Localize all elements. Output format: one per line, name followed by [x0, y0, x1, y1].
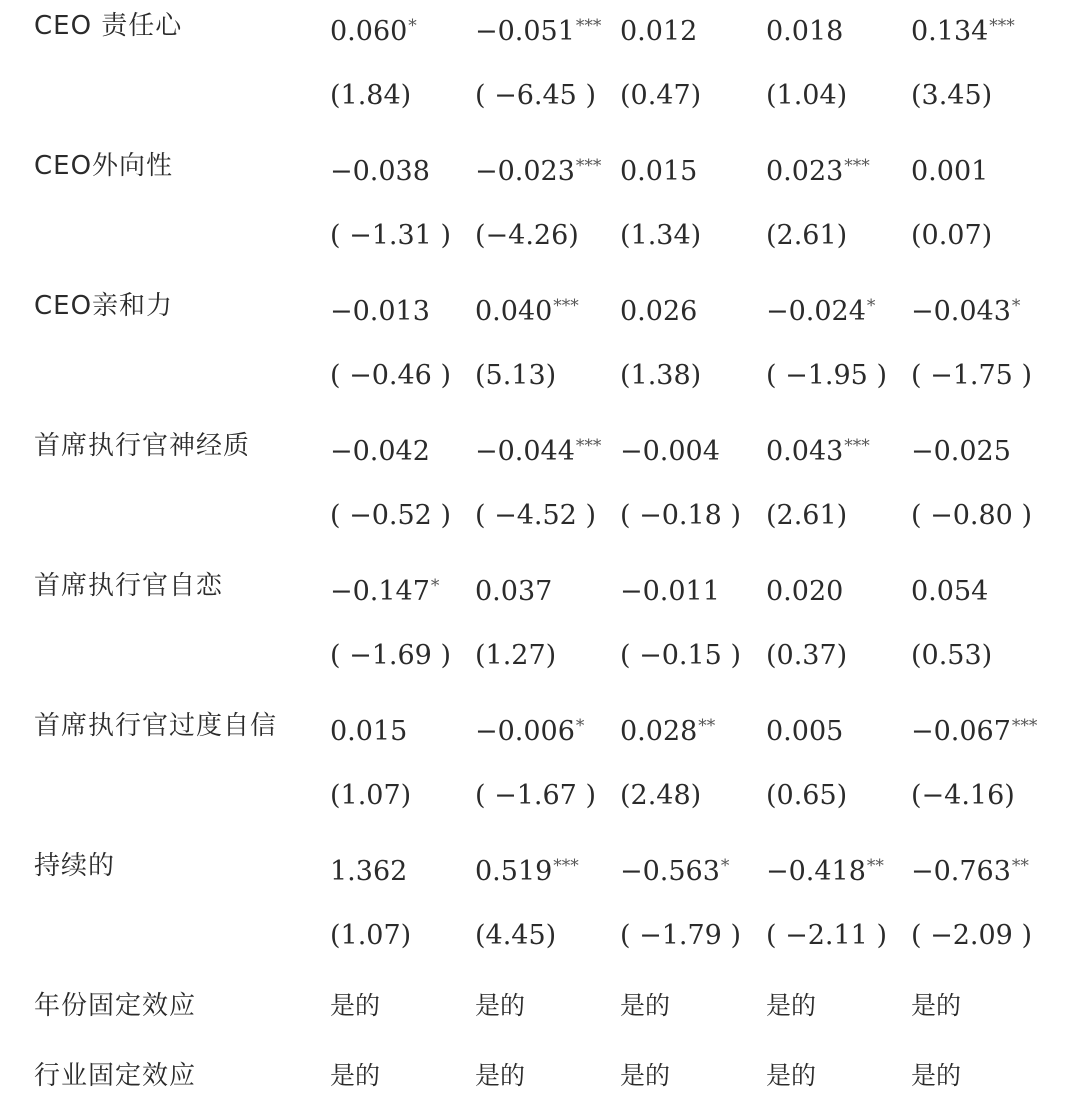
tstat-cell: ( −0.52 )	[330, 500, 451, 531]
coef-cell: −0.038	[330, 156, 430, 187]
tstat-cell: (1.34)	[620, 220, 702, 251]
tstat-cell: (1.84)	[330, 80, 412, 111]
coef-cell: −0.418**	[766, 856, 884, 887]
tstat-cell: ( −1.67 )	[475, 780, 596, 811]
coef-cell: 0.015	[620, 156, 698, 187]
tstat-cell: (−4.26)	[475, 220, 579, 251]
coef-cell: −0.043*	[911, 296, 1021, 327]
significance-stars: **	[866, 856, 884, 876]
table-row-industry-fe	[0, 1050, 1080, 1120]
fe-cell: 是的	[911, 1061, 962, 1090]
tstat-cell: (2.61)	[766, 220, 848, 251]
tstat-cell: (0.07)	[911, 220, 993, 251]
tstat-cell: (1.38)	[620, 360, 702, 391]
coef-cell: 0.040***	[475, 296, 579, 327]
row-label: 年份固定效应	[34, 991, 197, 1021]
coef-cell: 1.362	[330, 856, 408, 887]
table-row-tstat	[0, 350, 1080, 420]
fe-cell: 是的	[766, 1061, 817, 1090]
coef-cell: 0.001	[911, 156, 989, 187]
table-row-tstat	[0, 910, 1080, 980]
row-label: CEO外向性	[34, 151, 174, 181]
tstat-cell: ( −2.09 )	[911, 920, 1032, 951]
coef-cell: −0.023***	[475, 156, 602, 187]
fe-cell: 是的	[620, 991, 671, 1020]
significance-stars: ***	[989, 16, 1015, 36]
coef-cell: −0.004	[620, 436, 720, 467]
tstat-cell: ( −1.79 )	[620, 920, 741, 951]
fe-cell: 是的	[475, 1061, 526, 1090]
coef-cell: 0.015	[330, 716, 408, 747]
significance-stars: ***	[1011, 716, 1038, 736]
tstat-cell: (1.07)	[330, 780, 412, 811]
significance-stars: ***	[844, 156, 870, 176]
significance-stars: ***	[575, 16, 602, 36]
table-row-coef	[0, 700, 1080, 770]
table-row-coef	[0, 0, 1080, 70]
tstat-cell: (1.27)	[475, 640, 557, 671]
tstat-cell: ( −1.69 )	[330, 640, 451, 671]
tstat-cell: ( −1.31 )	[330, 220, 451, 251]
coef-cell: −0.563*	[620, 856, 730, 887]
tstat-cell: ( −1.95 )	[766, 360, 887, 391]
significance-stars: ***	[575, 436, 602, 456]
table-row-coef	[0, 280, 1080, 350]
significance-stars: *	[1011, 296, 1021, 316]
coef-cell: 0.018	[766, 16, 844, 47]
coef-cell: 0.028**	[620, 716, 716, 747]
row-label: CEO亲和力	[34, 291, 174, 321]
row-label: 行业固定效应	[34, 1061, 197, 1091]
significance-stars: *	[720, 856, 730, 876]
table-row-tstat	[0, 770, 1080, 840]
coef-cell: −0.042	[330, 436, 430, 467]
tstat-cell: (0.65)	[766, 780, 848, 811]
coef-cell: −0.044***	[475, 436, 602, 467]
tstat-cell: ( −0.15 )	[620, 640, 741, 671]
coef-cell: 0.012	[620, 16, 698, 47]
fe-cell: 是的	[911, 991, 962, 1020]
tstat-cell: ( −0.46 )	[330, 360, 451, 391]
table-row-tstat	[0, 490, 1080, 560]
significance-stars: ***	[844, 436, 870, 456]
coef-cell: −0.051***	[475, 16, 602, 47]
coef-cell: −0.763**	[911, 856, 1029, 887]
tstat-cell: (2.61)	[766, 500, 848, 531]
tstat-cell: (3.45)	[911, 80, 993, 111]
coef-cell: 0.005	[766, 716, 844, 747]
tstat-cell: (5.13)	[475, 360, 557, 391]
coef-cell: 0.023***	[766, 156, 870, 187]
coef-cell: 0.054	[911, 576, 989, 607]
significance-stars: *	[575, 716, 585, 736]
tstat-cell: ( −6.45 )	[475, 80, 596, 111]
coef-cell: 0.026	[620, 296, 698, 327]
significance-stars: **	[1011, 856, 1029, 876]
coef-cell: 0.060*	[330, 16, 417, 47]
coef-cell: −0.011	[620, 576, 720, 607]
tstat-cell: (−4.16)	[911, 780, 1015, 811]
coef-cell: −0.024*	[766, 296, 876, 327]
tstat-cell: (0.47)	[620, 80, 702, 111]
row-label: 首席执行官神经质	[34, 431, 251, 461]
table-row-coef	[0, 140, 1080, 210]
significance-stars: *	[408, 16, 417, 36]
tstat-cell: ( −2.11 )	[766, 920, 887, 951]
coef-cell: −0.025	[911, 436, 1011, 467]
coef-cell: 0.134***	[911, 16, 1015, 47]
fe-cell: 是的	[620, 1061, 671, 1090]
table-row-coef	[0, 420, 1080, 490]
significance-stars: ***	[553, 856, 579, 876]
significance-stars: *	[430, 576, 440, 596]
table-row-year-fe	[0, 980, 1080, 1050]
coef-cell: 0.020	[766, 576, 844, 607]
significance-stars: ***	[553, 296, 579, 316]
table-row-tstat	[0, 630, 1080, 700]
row-label: 首席执行官过度自信	[34, 711, 278, 741]
row-label: 持续的	[34, 851, 116, 881]
coef-cell: 0.519***	[475, 856, 579, 887]
significance-stars: ***	[575, 156, 602, 176]
row-label: CEO 责任心	[34, 11, 183, 41]
table-row-coef	[0, 560, 1080, 630]
tstat-cell: (2.48)	[620, 780, 702, 811]
row-label: 首席执行官自恋	[34, 571, 224, 601]
tstat-cell: (0.53)	[911, 640, 993, 671]
tstat-cell: ( −1.75 )	[911, 360, 1032, 391]
fe-cell: 是的	[475, 991, 526, 1020]
table-row-tstat	[0, 70, 1080, 140]
fe-cell: 是的	[330, 991, 381, 1020]
fe-cell: 是的	[330, 1061, 381, 1090]
significance-stars: **	[698, 716, 716, 736]
coef-cell: −0.013	[330, 296, 430, 327]
coef-cell: 0.043***	[766, 436, 870, 467]
tstat-cell: (0.37)	[766, 640, 848, 671]
significance-stars: *	[866, 296, 876, 316]
coef-cell: −0.147*	[330, 576, 440, 607]
fe-cell: 是的	[766, 991, 817, 1020]
tstat-cell: ( −0.18 )	[620, 500, 741, 531]
table-row-coef	[0, 840, 1080, 910]
table-row-tstat	[0, 210, 1080, 280]
coef-cell: −0.067***	[911, 716, 1038, 747]
coef-cell: −0.006*	[475, 716, 585, 747]
tstat-cell: (1.04)	[766, 80, 848, 111]
tstat-cell: (4.45)	[475, 920, 557, 951]
tstat-cell: ( −4.52 )	[475, 500, 596, 531]
tstat-cell: ( −0.80 )	[911, 500, 1032, 531]
coef-cell: 0.037	[475, 576, 553, 607]
tstat-cell: (1.07)	[330, 920, 412, 951]
